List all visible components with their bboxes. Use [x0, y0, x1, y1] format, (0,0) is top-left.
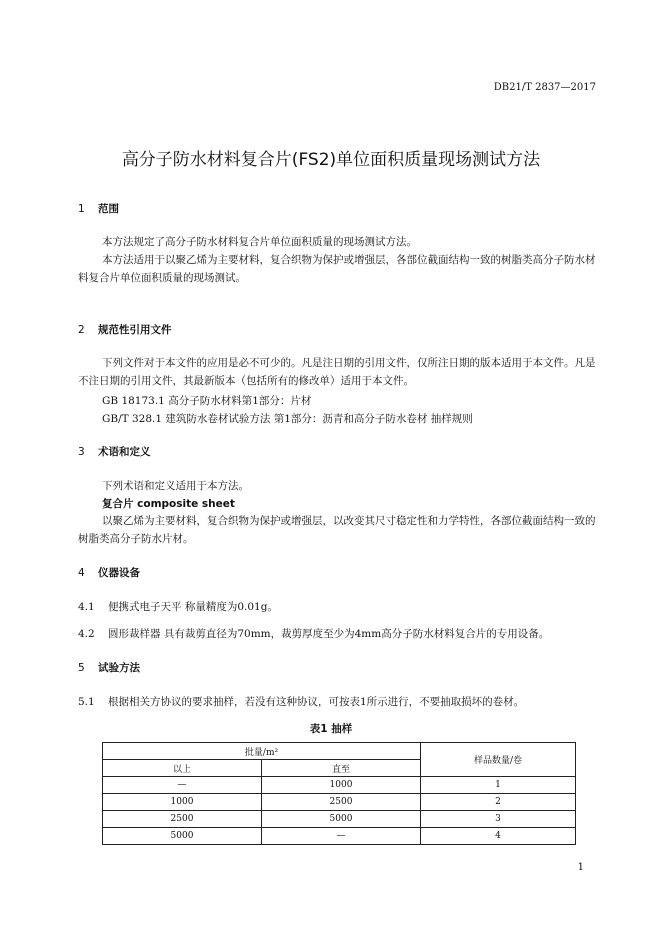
page-number: 1	[577, 862, 584, 873]
clause-number: 4.1	[78, 601, 95, 613]
section-number: 1	[78, 203, 85, 215]
table-header-row	[103, 743, 576, 760]
cell-above: —	[103, 777, 262, 794]
cell-above: 5000	[103, 828, 262, 845]
section-5-heading	[78, 660, 140, 675]
table-row	[103, 828, 576, 845]
section-title: 术语和定义	[98, 446, 151, 458]
term-heading: 复合片 composite sheet	[102, 498, 235, 510]
clause-number: 4.2	[78, 628, 95, 640]
section-title: 试验方法	[98, 662, 140, 674]
section-3-heading	[78, 444, 151, 459]
document-title: 高分子防水材料复合片(FS2)单位面积质量现场测试方法	[121, 150, 541, 170]
table-row	[103, 794, 576, 811]
clause-number: 5.1	[78, 696, 95, 708]
section-number: 5	[78, 662, 85, 674]
cell-count: 4	[421, 828, 576, 845]
sampling-table	[102, 742, 576, 845]
section-2-paragraph: 下列文件对于本文件的应用是必不可少的。凡是注日期的引用文件，仅所注日期的版本适用于本文件。凡是不注日期的引用文件，其最新版本（包括所有的修改单）适用于本文件。	[78, 357, 596, 387]
section-1-paragraph-2: 本方法适用于以聚乙烯为主要材料，复合织物为保护或增强层，各部位截面结构一致的树脂类高分子防水材料复合片单位面积质量的现场测试。	[78, 254, 596, 284]
clause-4-2	[78, 626, 549, 641]
header-above: 以上	[103, 760, 262, 777]
cell-upto: 2500	[262, 794, 421, 811]
section-2-heading	[78, 322, 172, 337]
clause-5-1	[78, 694, 524, 709]
header-upto: 直至	[262, 760, 421, 777]
header-sample-count: 样品数量/卷	[421, 743, 576, 777]
term-definition: 以聚乙烯为主要材料，复合织物为保护或增强层，以改变其尺寸稳定性和力学特性，各部位截面结构一致的树脂类高分子防水片材。	[78, 515, 596, 545]
standard-number: DB21/T 2837—2017	[493, 82, 596, 93]
section-title: 范围	[98, 203, 119, 215]
reference-1: GB 18173.1 高分子防水材料第1部分：片材	[102, 395, 312, 407]
section-number: 3	[78, 446, 85, 458]
cell-upto: 5000	[262, 811, 421, 828]
cell-count: 2	[421, 794, 576, 811]
section-title: 规范性引用文件	[98, 324, 172, 336]
cell-count: 3	[421, 811, 576, 828]
section-title: 仪器设备	[98, 567, 140, 579]
clause-4-1	[78, 599, 278, 614]
section-4-heading	[78, 565, 140, 580]
section-1-heading	[78, 201, 119, 216]
cell-upto: —	[262, 828, 421, 845]
cell-above: 1000	[103, 794, 262, 811]
section-number: 4	[78, 567, 85, 579]
table-row	[103, 811, 576, 828]
clause-text: 圆形裁样器 具有裁剪直径为70mm，裁剪厚度至少为4mm高分子防水材料复合片的专用设备。	[108, 628, 550, 640]
cell-count: 1	[421, 777, 576, 794]
table-caption: 表1 抽样	[309, 723, 353, 735]
reference-2: GB/T 328.1 建筑防水卷材试验方法 第1部分：沥青和高分子防水卷材 抽样规则	[102, 413, 473, 425]
cell-above: 2500	[103, 811, 262, 828]
section-1-paragraph-1: 本方法规定了高分子防水材料复合片单位面积质量的现场测试方法。	[102, 236, 417, 248]
clause-text: 便携式电子天平 称量精度为0.01g。	[108, 601, 278, 613]
table-row	[103, 777, 576, 794]
cell-upto: 1000	[262, 777, 421, 794]
section-number: 2	[78, 324, 85, 336]
header-batch: 批量/m²	[103, 743, 421, 760]
clause-text: 根据相关方协议的要求抽样，若没有这种协议，可按表1所示进行，不要抽取损坏的卷材。	[108, 696, 525, 708]
section-3-intro: 下列术语和定义适用于本方法。	[102, 480, 249, 492]
